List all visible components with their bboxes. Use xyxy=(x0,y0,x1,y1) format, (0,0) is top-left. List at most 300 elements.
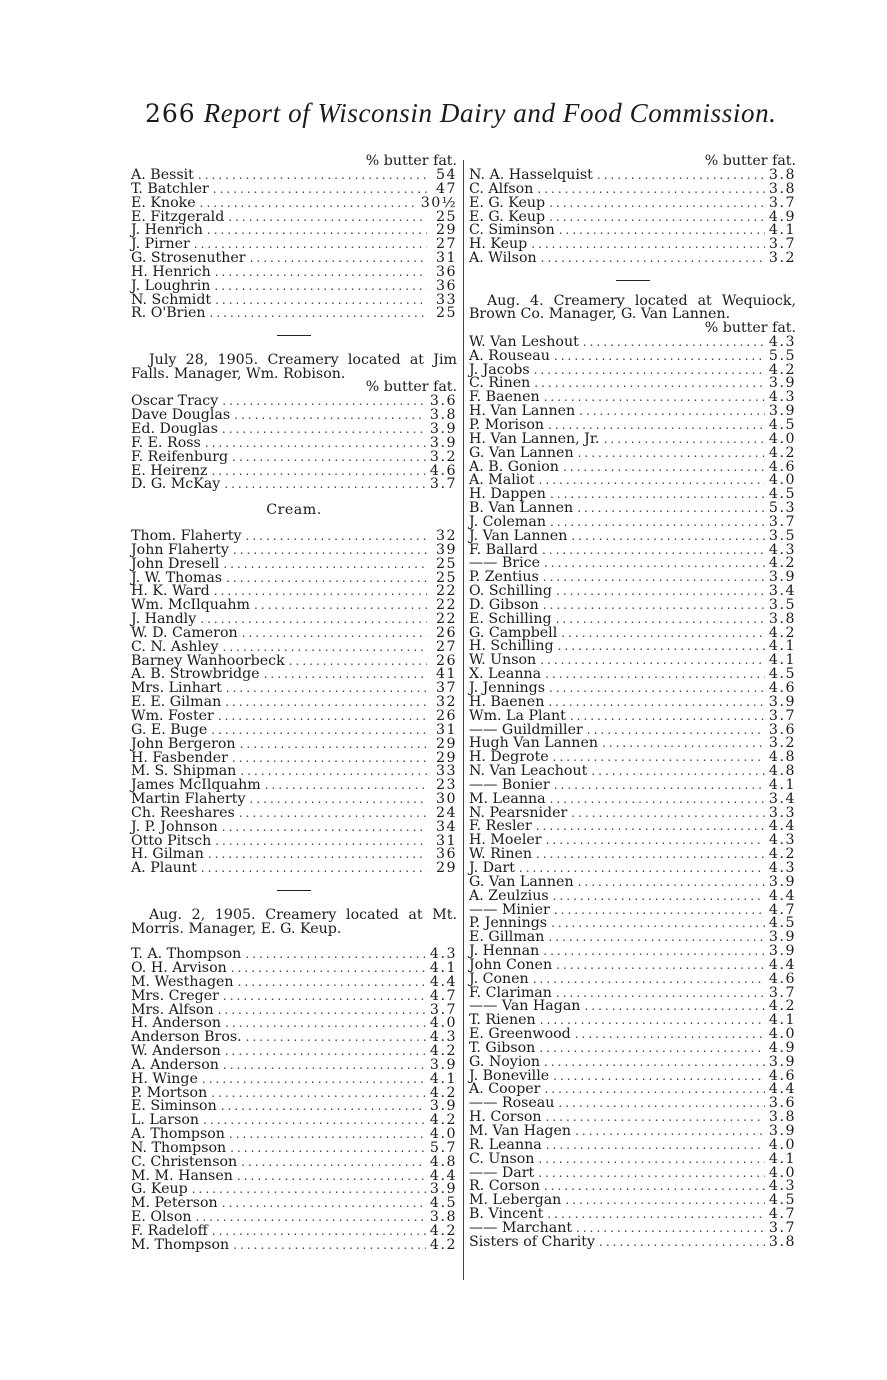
butter-fat-value: 4.3 xyxy=(768,859,796,876)
leader-dots xyxy=(544,1180,765,1194)
butter-fat-value: 3.9 xyxy=(429,1056,457,1073)
butter-fat-value: 4.1 xyxy=(768,652,796,669)
butter-fat-value: 4.4 xyxy=(429,1167,457,1184)
butter-fat-value: 4.2 xyxy=(429,1236,457,1253)
butter-fat-value: 3.6 xyxy=(768,1095,796,1112)
butter-fat-value: 3.4 xyxy=(768,790,796,807)
leader-dots xyxy=(541,252,765,266)
leader-dots xyxy=(539,474,765,488)
butter-fat-value: 4.7 xyxy=(768,901,796,918)
butter-fat-value: 3.7 xyxy=(768,513,796,530)
butter-fat-value: 3.9 xyxy=(429,1098,457,1115)
patron-name: H. K. Ward xyxy=(131,583,210,600)
patron-name: Mrs. Alfson xyxy=(131,1001,214,1018)
patron-name: J. Coleman xyxy=(469,513,546,530)
leader-dots xyxy=(208,848,427,862)
leader-dots xyxy=(548,931,765,945)
butter-fat-value: 25 xyxy=(435,305,457,322)
leader-dots xyxy=(534,377,765,391)
butter-fat-value: 3.5 xyxy=(768,527,796,544)
leader-dots xyxy=(211,1087,426,1101)
leader-dots xyxy=(238,976,426,990)
patron-name: L. Larson xyxy=(131,1112,200,1129)
patron-name: Wm. Foster xyxy=(131,708,214,724)
leader-dots xyxy=(254,599,427,613)
leader-dots xyxy=(559,224,765,238)
butter-fat-value: 3.8 xyxy=(768,610,796,627)
leader-dots xyxy=(233,1239,426,1253)
patron-name: A. Wilson xyxy=(469,250,537,267)
patron-name: T. A. Thompson xyxy=(131,946,242,963)
patron-name: B. Van Lannen xyxy=(469,500,574,517)
butter-fat-value: 3.6 xyxy=(768,721,796,738)
patron-name: J. Van Lannen xyxy=(469,527,568,544)
butter-fat-value: 4.5 xyxy=(768,1192,796,1209)
patron-name: J. Boneville xyxy=(469,1067,550,1084)
leader-dots xyxy=(223,1059,426,1073)
patron-name: W. Anderson xyxy=(131,1043,221,1060)
leader-dots xyxy=(246,1031,426,1045)
patron-name: P. Jennings xyxy=(469,915,548,932)
patron-name: M. Westhagen xyxy=(131,973,234,990)
leader-dots xyxy=(201,862,427,876)
butter-fat-value: 3.9 xyxy=(768,873,796,890)
patron-name: J. Hennan xyxy=(469,943,540,960)
leader-dots xyxy=(533,973,765,987)
table-row xyxy=(131,862,457,876)
leader-dots xyxy=(531,238,765,252)
patron-name: W. Rinen xyxy=(469,846,533,863)
butter-fat-value: 36 xyxy=(435,846,457,863)
patron-name: J. W. Thomas xyxy=(131,569,223,586)
butter-fat-value: 4.3 xyxy=(768,541,796,558)
patron-name: E. Gillman xyxy=(469,929,545,946)
table-row xyxy=(131,307,457,321)
butter-fat-value: 4.1 xyxy=(768,1012,796,1029)
patron-name: A. Rouseau xyxy=(469,347,550,364)
leader-dots xyxy=(241,1156,426,1170)
butter-fat-value: 31 xyxy=(435,721,457,738)
butter-fat-value: 3.6 xyxy=(429,393,457,410)
patron-name: P. Morison xyxy=(469,416,545,433)
butter-fat-value: 4.8 xyxy=(429,1153,457,1170)
patron-name: M. Van Hagen xyxy=(469,1123,572,1139)
patron-name: T. Rienen xyxy=(469,1012,536,1029)
butter-fat-value: 3.7 xyxy=(768,1219,796,1236)
leader-dots xyxy=(544,557,765,571)
leader-dots xyxy=(597,169,765,183)
leader-dots xyxy=(230,1142,426,1156)
butter-fat-value: 4.6 xyxy=(768,970,796,987)
patron-name: H. Fasbender xyxy=(131,749,228,766)
butter-fat-value: 4.2 xyxy=(768,998,796,1015)
leader-dots xyxy=(550,793,765,807)
butter-fat-value: 47 xyxy=(435,180,457,197)
leader-dots xyxy=(231,962,426,976)
butter-fat-value: 3.3 xyxy=(768,804,796,821)
leader-dots xyxy=(543,571,765,585)
leader-dots xyxy=(224,478,426,492)
right-top-list xyxy=(469,169,796,266)
butter-fat-value: 4.2 xyxy=(429,1043,457,1060)
leader-dots xyxy=(250,793,427,807)
butter-fat-value: 4.3 xyxy=(768,389,796,406)
butter-fat-value: 4.1 xyxy=(768,638,796,655)
leader-dots xyxy=(205,437,426,451)
leader-dots xyxy=(213,183,427,197)
leader-dots xyxy=(242,627,427,641)
butter-fat-value: 4.3 xyxy=(768,333,796,350)
butter-fat-value: 3.9 xyxy=(768,1053,796,1070)
leader-dots xyxy=(558,640,765,654)
patron-name: J. Handly xyxy=(131,611,197,628)
leader-dots xyxy=(575,1028,765,1042)
leader-dots xyxy=(579,405,765,419)
patron-name: H. Dappen xyxy=(469,486,546,503)
butter-fat-value: 36 xyxy=(435,263,457,280)
leader-dots xyxy=(233,544,427,558)
leader-dots xyxy=(602,737,765,751)
butter-fat-value: 3.7 xyxy=(768,984,796,1001)
page-number: 266 xyxy=(145,99,196,128)
leader-dots xyxy=(554,904,765,918)
patron-name: Barney Wanhoorbeck xyxy=(131,652,285,669)
leader-dots xyxy=(545,668,765,682)
leader-dots xyxy=(565,1194,765,1208)
butter-fat-value: 4.8 xyxy=(768,763,796,780)
leader-dots xyxy=(225,1045,426,1059)
column-header: % butter fat. xyxy=(704,153,796,169)
patron-name: J. Henrich xyxy=(131,222,203,239)
patron-name: Mrs. Linhart xyxy=(131,680,222,697)
patron-name: C. Christenson xyxy=(131,1153,238,1170)
patron-name: C. N. Ashley xyxy=(131,638,219,655)
patron-name: —— Dart xyxy=(469,1164,535,1181)
patron-name: R. O'Brien xyxy=(131,305,206,322)
patron-name: Wm. La Plant xyxy=(469,707,566,724)
patron-name: E. Greenwood xyxy=(469,1026,571,1043)
patron-name: John Conen xyxy=(469,956,553,973)
butter-fat-value: 27 xyxy=(435,236,457,253)
patron-name: A. Cooper xyxy=(469,1081,541,1098)
leader-dots xyxy=(202,1073,426,1087)
butter-fat-value: 39 xyxy=(435,541,457,558)
section-separator xyxy=(616,280,650,281)
butter-fat-value: 41 xyxy=(435,666,457,683)
butter-fat-value: 29 xyxy=(435,735,457,752)
butter-fat-value: 34 xyxy=(435,818,457,835)
patron-name: Dave Douglas xyxy=(131,407,231,424)
patron-name: A. Plaunt xyxy=(131,860,197,877)
butter-fat-value: 30 xyxy=(435,791,457,808)
patron-name: D. Gibson xyxy=(469,596,539,613)
leader-dots xyxy=(207,224,427,238)
patron-name: O. Schilling xyxy=(469,583,552,600)
patron-name: Mrs. Creger xyxy=(131,987,219,1004)
patron-name: J. Pirner xyxy=(131,236,190,253)
leader-dots xyxy=(543,599,765,613)
patron-name: M. M. Hansen xyxy=(131,1167,233,1184)
leader-dots xyxy=(538,1153,764,1167)
patron-name: A. B. Strowbridge xyxy=(131,666,260,683)
butter-fat-value: 4.0 xyxy=(768,430,796,447)
leader-dots xyxy=(218,710,427,724)
leader-dots xyxy=(551,917,765,931)
patron-name: G. Noyion xyxy=(469,1053,541,1070)
butter-fat-value: 4.0 xyxy=(768,1136,796,1153)
section-title-mt-morris: Aug. 2, 1905. Creamery located at Mt. Morris. Manager, E. G. Keup. xyxy=(131,907,457,937)
leader-dots xyxy=(583,336,765,350)
butter-fat-value: 4.6 xyxy=(768,1067,796,1084)
butter-fat-value: 4.5 xyxy=(768,416,796,433)
leader-dots xyxy=(550,488,765,502)
leader-dots xyxy=(578,876,765,890)
butter-fat-value: 23 xyxy=(435,777,457,794)
leader-dots xyxy=(221,1100,426,1114)
butter-fat-value: 26 xyxy=(435,708,457,724)
leader-dots xyxy=(534,364,765,378)
butter-fat-value: 22 xyxy=(435,611,457,628)
butter-fat-value: 4.3 xyxy=(768,832,796,849)
leader-dots xyxy=(549,197,765,211)
leader-dots xyxy=(228,211,427,225)
butter-fat-value: 3.9 xyxy=(768,403,796,420)
butter-fat-value: 4.1 xyxy=(429,1070,457,1087)
butter-fat-value: 3.9 xyxy=(768,375,796,392)
leader-dots xyxy=(212,1225,426,1239)
patron-name: Oscar Tracy xyxy=(131,393,219,410)
patron-name: W. Unson xyxy=(469,652,537,669)
leader-dots xyxy=(200,197,417,211)
leader-dots xyxy=(604,433,765,447)
butter-fat-value: 25 xyxy=(435,208,457,225)
butter-fat-value: 4.3 xyxy=(429,1029,457,1046)
patron-name: E. Schilling xyxy=(469,610,552,627)
leader-dots xyxy=(539,1042,765,1056)
patron-name: P. Zentius xyxy=(469,569,539,586)
leader-dots xyxy=(203,1114,426,1128)
patron-name: M. S. Shipman xyxy=(131,763,237,780)
table-row xyxy=(469,252,796,266)
table-row xyxy=(131,478,457,492)
patron-name: T. Batchler xyxy=(131,180,209,197)
patron-name: J. Conen xyxy=(469,970,529,987)
leader-dots xyxy=(571,530,765,544)
butter-fat-value: 3.5 xyxy=(768,596,796,613)
butter-fat-value: 37 xyxy=(435,680,457,697)
butter-fat-value: 4.0 xyxy=(429,1015,457,1032)
patron-name: J. Loughrin xyxy=(131,277,211,294)
butter-fat-value: 3.9 xyxy=(768,1123,796,1139)
patron-name: Anderson Bros. xyxy=(131,1029,242,1046)
patron-name: F. Resler xyxy=(469,818,532,835)
butter-fat-value: 3.2 xyxy=(429,448,457,465)
patron-name: H. Gilman xyxy=(131,846,204,863)
patron-name: N. Van Leachout xyxy=(469,763,588,780)
patron-name: F. Reifenburg xyxy=(131,448,229,465)
butter-fat-value: 4.1 xyxy=(429,959,457,976)
butter-fat-value: 54 xyxy=(435,167,457,183)
patron-name: G. Keup xyxy=(131,1181,188,1198)
butter-fat-value: 4.2 xyxy=(768,624,796,641)
butter-fat-value: 4.8 xyxy=(768,749,796,766)
patron-name: Ed. Douglas xyxy=(131,420,218,437)
patron-name: H. Anderson xyxy=(131,1015,221,1032)
leader-dots xyxy=(546,1111,765,1125)
patron-name: H. Degrote xyxy=(469,749,549,766)
leader-dots xyxy=(544,1083,764,1097)
butter-fat-value: 3.9 xyxy=(768,693,796,710)
butter-fat-value: 32 xyxy=(435,528,457,545)
butter-fat-value: 3.7 xyxy=(768,707,796,724)
leader-dots xyxy=(239,807,427,821)
patron-name: H. Van Lannen xyxy=(469,403,576,420)
butter-fat-value: 4.5 xyxy=(768,915,796,932)
butter-fat-value: 25 xyxy=(435,555,457,572)
butter-fat-value: 24 xyxy=(435,804,457,821)
patron-name: P. Mortson xyxy=(131,1084,208,1101)
leader-dots xyxy=(556,613,765,627)
patron-name: N. Pearsnider xyxy=(469,804,568,821)
column-header: % butter fat. xyxy=(365,379,457,396)
section-title-wequiock: Aug. 4. Creamery located at Wequiock, Brown Co. Manager, G. Van Lannen. xyxy=(469,292,796,323)
column-header: % butter fat. xyxy=(704,319,796,336)
patron-name: John Flaherty xyxy=(131,541,229,558)
patron-name: J. Jacobs xyxy=(469,361,530,378)
leader-dots xyxy=(577,502,765,516)
patron-name: D. G. McKay xyxy=(131,476,221,493)
leader-dots xyxy=(537,183,765,197)
patron-name: —— Bonier xyxy=(469,776,550,793)
butter-fat-value: 4.2 xyxy=(768,361,796,378)
leader-dots xyxy=(536,848,765,862)
butter-fat-value: 4.6 xyxy=(768,680,796,696)
leader-dots xyxy=(211,724,427,738)
leader-dots xyxy=(547,1208,765,1222)
patron-name: Otto Pitsch xyxy=(131,832,212,849)
leader-dots xyxy=(240,738,427,752)
butter-fat-value: 32 xyxy=(435,694,457,711)
patron-name: A. Zeulzius xyxy=(469,887,549,904)
butter-fat-value: 5.7 xyxy=(429,1139,457,1156)
leader-dots xyxy=(289,655,427,669)
table-row xyxy=(131,1236,457,1253)
butter-fat-value: 4.0 xyxy=(768,472,796,489)
leader-dots xyxy=(553,890,765,904)
leader-dots xyxy=(222,1197,426,1211)
butter-fat-value: 4.2 xyxy=(768,555,796,572)
butter-fat-value: 4.2 xyxy=(768,444,796,461)
butter-fat-value: 31 xyxy=(435,250,457,267)
page-header xyxy=(145,98,777,129)
butter-fat-value: 3.9 xyxy=(768,929,796,946)
leader-dots xyxy=(575,1125,765,1139)
patron-name: E. Siminson xyxy=(131,1098,217,1115)
patron-name: H. Schilling xyxy=(469,638,554,655)
leader-dots xyxy=(246,530,428,544)
patron-name: N. Schmidt xyxy=(131,291,212,308)
patron-name: B. Vincent xyxy=(469,1206,544,1223)
patron-name: —— Marchant xyxy=(469,1219,573,1236)
patron-name: R. Leanna xyxy=(469,1136,542,1153)
leader-dots xyxy=(587,724,765,738)
butter-fat-value: 27 xyxy=(435,638,457,655)
patron-name: —— Minier xyxy=(469,901,550,918)
patron-name: C. Alfson xyxy=(469,180,534,197)
butter-fat-value: 3.2 xyxy=(768,735,796,752)
butter-fat-value: 5.5 xyxy=(768,347,796,364)
patron-name: W. Van Leshout xyxy=(469,333,579,350)
butter-fat-value: 36 xyxy=(435,277,457,294)
leader-dots xyxy=(223,990,426,1004)
table-row xyxy=(469,848,796,862)
patron-name: M. Peterson xyxy=(131,1195,218,1212)
table-row xyxy=(469,1233,796,1250)
butter-fat-value: 29 xyxy=(435,222,457,239)
leader-dots xyxy=(563,461,765,475)
butter-fat-value: 4.4 xyxy=(429,973,457,990)
butter-fat-value: 4.0 xyxy=(768,1164,796,1181)
butter-fat-value: 3.8 xyxy=(429,1209,457,1226)
patron-name: O. H. Arvison xyxy=(131,959,227,976)
butter-fat-value: 4.5 xyxy=(768,666,796,683)
butter-fat-value: 4.1 xyxy=(768,222,796,239)
leader-dots xyxy=(215,835,427,849)
patron-name: Ch. Reeshares xyxy=(131,804,235,821)
butter-fat-value: 29 xyxy=(435,860,457,877)
leader-dots xyxy=(265,779,427,793)
patron-name: Martin Flaherty xyxy=(131,791,246,808)
patron-name: M. Leanna xyxy=(469,790,546,807)
patron-name: E. Olson xyxy=(131,1209,192,1226)
patron-name: Hugh Van Lannen xyxy=(469,735,598,752)
butter-fat-value: 3.9 xyxy=(429,420,457,437)
butter-fat-value: 4.4 xyxy=(768,1081,796,1098)
patron-name: A. Bessit xyxy=(131,167,194,183)
butter-fat-value: 4.5 xyxy=(768,486,796,503)
leader-dots xyxy=(234,409,426,423)
patron-name: E. E. Gilman xyxy=(131,694,222,711)
leader-dots xyxy=(214,280,427,294)
butter-fat-value: 4.1 xyxy=(768,776,796,793)
column-divider xyxy=(463,160,464,1280)
butter-fat-value: 3.7 xyxy=(768,236,796,253)
leader-dots xyxy=(192,1183,426,1197)
patron-name: Wm. McIlquahm xyxy=(131,597,250,614)
patron-name: H. Keup xyxy=(469,236,528,253)
leader-dots xyxy=(599,1236,765,1250)
butter-fat-value: 4.2 xyxy=(429,1084,457,1101)
butter-fat-value: 33 xyxy=(435,763,457,780)
leader-dots xyxy=(542,544,765,558)
patron-name: M. Lebergan xyxy=(469,1192,562,1209)
leader-dots xyxy=(556,987,765,1001)
patron-name: G. Campbell xyxy=(469,624,558,641)
column-header: % butter fat. xyxy=(365,153,457,169)
leader-dots xyxy=(222,395,426,409)
mt-morris-list xyxy=(131,948,457,1253)
patron-name: H. Van Lannen, Jr. xyxy=(469,430,600,447)
section-separator xyxy=(277,335,311,336)
butter-fat-value: 26 xyxy=(435,624,457,641)
butter-fat-value: 3.8 xyxy=(768,1233,796,1250)
patron-name: W. D. Cameron xyxy=(131,624,238,641)
patron-name: A. Thompson xyxy=(131,1126,225,1143)
patron-name: John Dresell xyxy=(131,555,220,572)
butter-fat-value: 4.6 xyxy=(429,462,457,479)
leader-dots xyxy=(538,1167,765,1181)
patron-name: Sisters of Charity xyxy=(469,1233,595,1250)
